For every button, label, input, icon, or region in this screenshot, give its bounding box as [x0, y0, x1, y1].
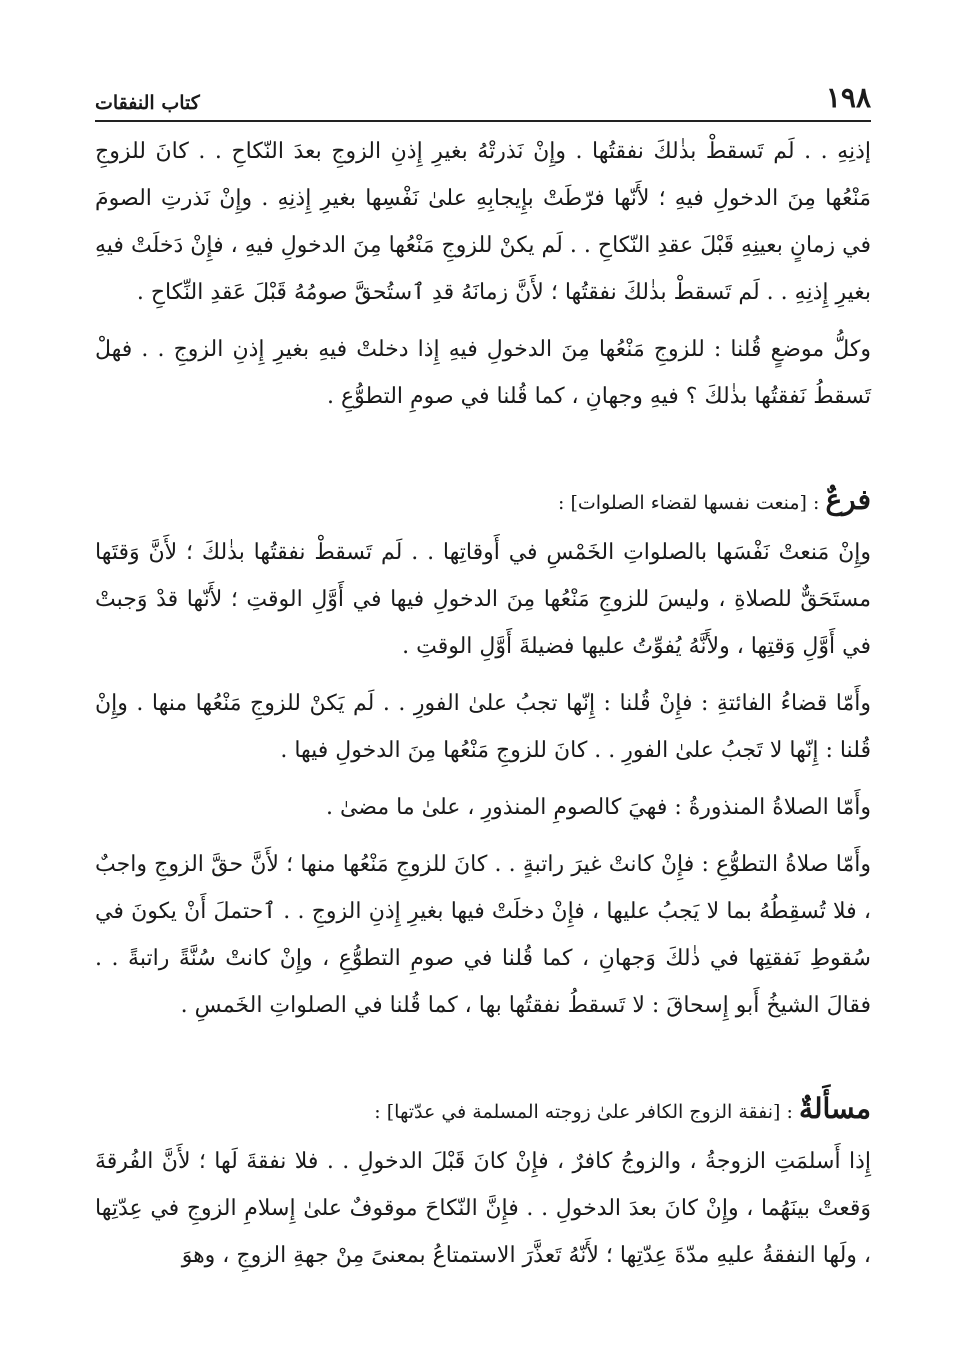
page-header: [95, 80, 871, 114]
paragraph: وأَمّا قضاءُ الفائتةِ : فإِنْ قُلنا : إِنّها تجبُ علىٰ الفورِ . . لَم يَكنْ للزوجِ مَنْعُها منها . وإِنْ قُلنا : إِنّها لا تَجبُ علىٰ الفورِ . . كانَ للزوجِ مَنْعُها مِنَ الدخولِ فيها .: [95, 691, 871, 763]
page-body: [95, 128, 871, 1289]
section-keyword: مسأَلةٌ: [798, 1092, 871, 1125]
paragraph: وإِنْ مَنعتْ نَفْسَها بالصلواتِ الخَمْسِ في أَوقاتِها . . لَم تَسقطْ نفقتُها بذٰلكَ ؛ لأَنَّ وَقتَها مستَحَقٌّ للصلاةِ ، وليسَ للزوجِ مَنْعُها مِنَ الدخولِ فيها في أَوَّلِ الوقتِ ؛ لأَنّها قدْ وَجبتْ في أَوَّلِ وَقتِها ، ولأَنَّهُ يُفوِّتُ عليها فضيلةَ أَوَّلِ الوقتِ .: [95, 540, 871, 659]
section-heading-masala: [95, 1085, 871, 1136]
paragraph: وكلُّ موضعٍ قُلنا : للزوجِ مَنْعُها مِنَ الدخولِ فيهِ إِذا دخلتْ فيهِ بغيرِ إِذنِ الزوجِ . . فهلْ تَسقطُ نَفقتُها بذٰلكَ ؟ فيهِ وجهانِ ، كما قُلنا في صومِ التطوُّعِ .: [95, 337, 871, 409]
book-title: كتاب النفقات: [95, 92, 200, 114]
page-number: ١٩٨: [825, 81, 871, 114]
section-title: : [منعت نفسها لقضاء الصلوات] :: [558, 492, 826, 514]
paragraph: وأَمّا صلاةُ التطوُّعِ : فإِنْ كانتْ غيرَ راتبةٍ . . كانَ للزوجِ مَنْعُها منها ؛ لأَنَّ حقَّ الزوجِ واجبٌ ، فلا تُسقِطُهُ بما لا يَجبُ عليها ، فإِنْ دخلَتْ فيها بغيرِ إِذنِ الزوجِ . . ٱحتملَ أَنْ يكونَ في سُقوطِ نَفقتِها في ذٰلكَ وَجهانِ ، كما قُلنا في صومِ التطوُّعِ ، وإِنْ كانتْ سُنَّةً راتبةً . . فقالَ الشيخُ أَبو إِسحاقَ : لا تَسقطُ نفقتُها بها ، كما قُلنا في الصلواتِ الخَمسِ .: [95, 852, 871, 1018]
section-keyword: فرعٌ: [825, 483, 871, 516]
paragraph: وأَمّا الصلاةُ المنذورةُ : فهيَ كالصومِ المنذورِ ، علىٰ ما مضىٰ .: [325, 795, 871, 820]
header-divider: [95, 120, 871, 122]
section-heading-far: [95, 476, 871, 527]
paragraph: إِذا أَسلمَتِ الزوجةُ ، والزوجُ كافرٌ ، فإِنْ كانَ قَبْلَ الدخولِ . . فلا نفقةَ لَها ؛ لأَنَّ الفُرقةَ وَقعتْ بينَهُما ، وإِنْ كانَ بعدَ الدخولِ . . فإِنَّ النّكاحَ موقوفٌ علىٰ إِسلامِ الزوجِ في عِدّتِها ، ولَها النفقةُ عليهِ مدّةَ عِدّتِها ؛ لأَنّهُ تَعذَّرَ الاستمتاعُ بمعنىً مِنْ جهةِ الزوجِ ، وهوَ: [95, 1149, 871, 1268]
section-title: : [نفقة الزوج الكافر علىٰ زوجته المسلمة في عدّتها] :: [374, 1101, 799, 1123]
paragraph: إذنِهِ . . لَم تَسقطْ بذٰلكَ نفقتُها . وإِنْ نَذرتْهُ بغيرِ إِذنِ الزوجِ بعدَ النّكاحِ . . كانَ للزوجِ مَنْعُها مِنَ الدخولِ فيهِ ؛ لأَنّها فرّطَتْ بإِيجابِهِ علىٰ نَفْسِها بغيرِ إِذنِهِ . وإِنْ نَذرتِ الصومَ في زمانٍ بعينِهِ قَبْلَ عقدِ النّكاحِ . . لَم يكنْ للزوجِ مَنْعُها مِنَ الدخولِ فيهِ ، فإِنْ دَخلَتْ فيهِ بغيرِ إِذنِهِ . . لَم تَسقطْ بذٰلكَ نفقتُها ؛ لأَنَّ زمانَهُ قدِ ٱستُحقَّ صومُهُ قَبْلَ عَقدِ النِّكاحِ .: [95, 139, 871, 305]
